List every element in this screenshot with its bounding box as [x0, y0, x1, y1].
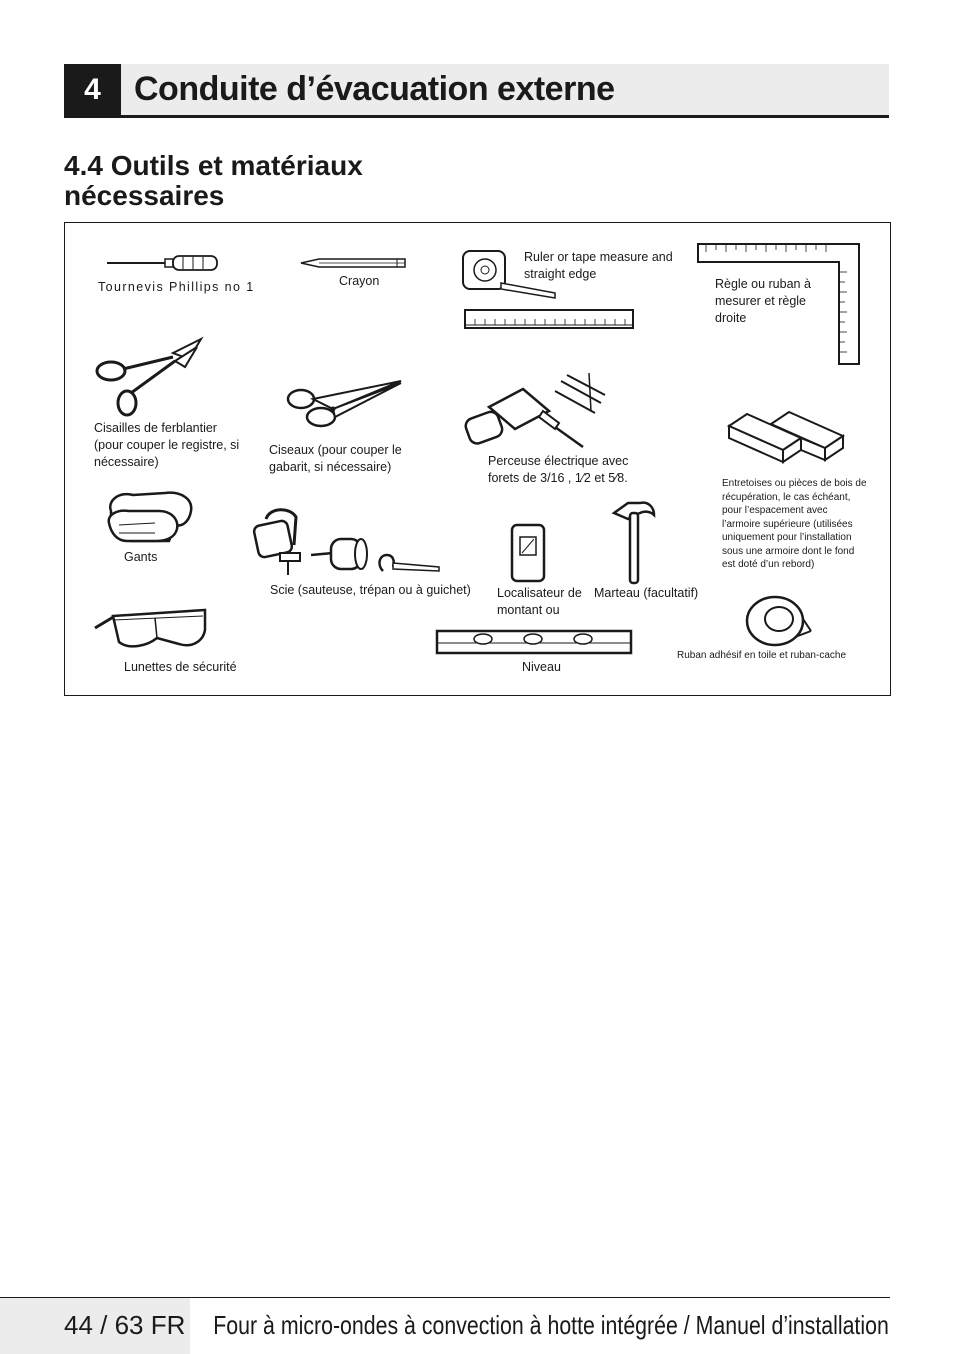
page-number: 44 / 63 FR: [64, 1310, 186, 1340]
gloves-label: Gants: [124, 550, 158, 564]
footer-page-box: [0, 1298, 190, 1354]
chapter-number: 4: [64, 64, 121, 115]
tin-snips-label: Cisailles de ferblantier (pour couper le registre, si nécessaire): [94, 421, 240, 469]
level-icon: [435, 629, 633, 659]
keyhole-saw-icon: [377, 553, 441, 575]
gloves-icon: [105, 487, 197, 547]
jigsaw-icon: [250, 505, 304, 577]
chapter-title: Conduite d’évacuation externe: [134, 70, 615, 108]
safety-glasses-label: Lunettes de sécurité: [124, 660, 237, 674]
straight-edge-icon: [463, 308, 637, 332]
pencil-label: Crayon: [339, 274, 380, 288]
screwdriver-icon: [105, 253, 220, 273]
saw-label: Scie (sauteuse, trépan ou à guichet): [270, 583, 471, 597]
duct-tape-label: Ruban adhésif en toile et ruban-cache: [677, 650, 847, 661]
tin-snips-icon: [93, 335, 208, 417]
scissors-label: Ciseaux (pour couper le gabarit, si nécessaire): [269, 443, 402, 474]
level-label: Niveau: [522, 660, 561, 674]
hammer-label: Marteau (facultatif): [594, 586, 699, 600]
pencil-icon: [299, 257, 409, 269]
safety-glasses-icon: [93, 606, 211, 652]
scissors-icon: [285, 377, 405, 435]
tape-measure-label: Ruler or tape measure and straight edge: [524, 250, 673, 281]
stud-finder-label: Localisateur de montant ou: [497, 586, 582, 617]
wood-spacers-label: Entretoises ou pièces de bois de récupération, le cas échéant, pour l’espacement avec l’armoire supérieure (utilisées uniquement pour l’installation sous une armoire dont le fond est doté d’un rebord): [722, 478, 867, 570]
hole-saw-icon: [309, 533, 371, 573]
stud-finder-icon: [510, 523, 546, 583]
chapter-header: [64, 64, 889, 118]
tools-figure: [64, 222, 891, 696]
duct-tape-icon: [745, 593, 813, 647]
section-title: 4.4 Outils et matériaux nécessaires: [64, 150, 363, 211]
drill-label: Perceuse électrique avec forets de 3/16 , 1⁄2 et 5⁄8.: [488, 454, 629, 485]
document-title: Four à micro-ondes à convection à hotte intégrée / Manuel d’installation: [213, 1310, 889, 1340]
square-ruler-label: Règle ou ruban à mesurer et règle droite: [715, 277, 811, 325]
drill-icon: [463, 371, 608, 451]
wood-spacers-icon: [727, 410, 847, 468]
screwdriver-label: Tournevis Phillips no 1: [98, 280, 255, 294]
hammer-icon: [610, 497, 656, 585]
